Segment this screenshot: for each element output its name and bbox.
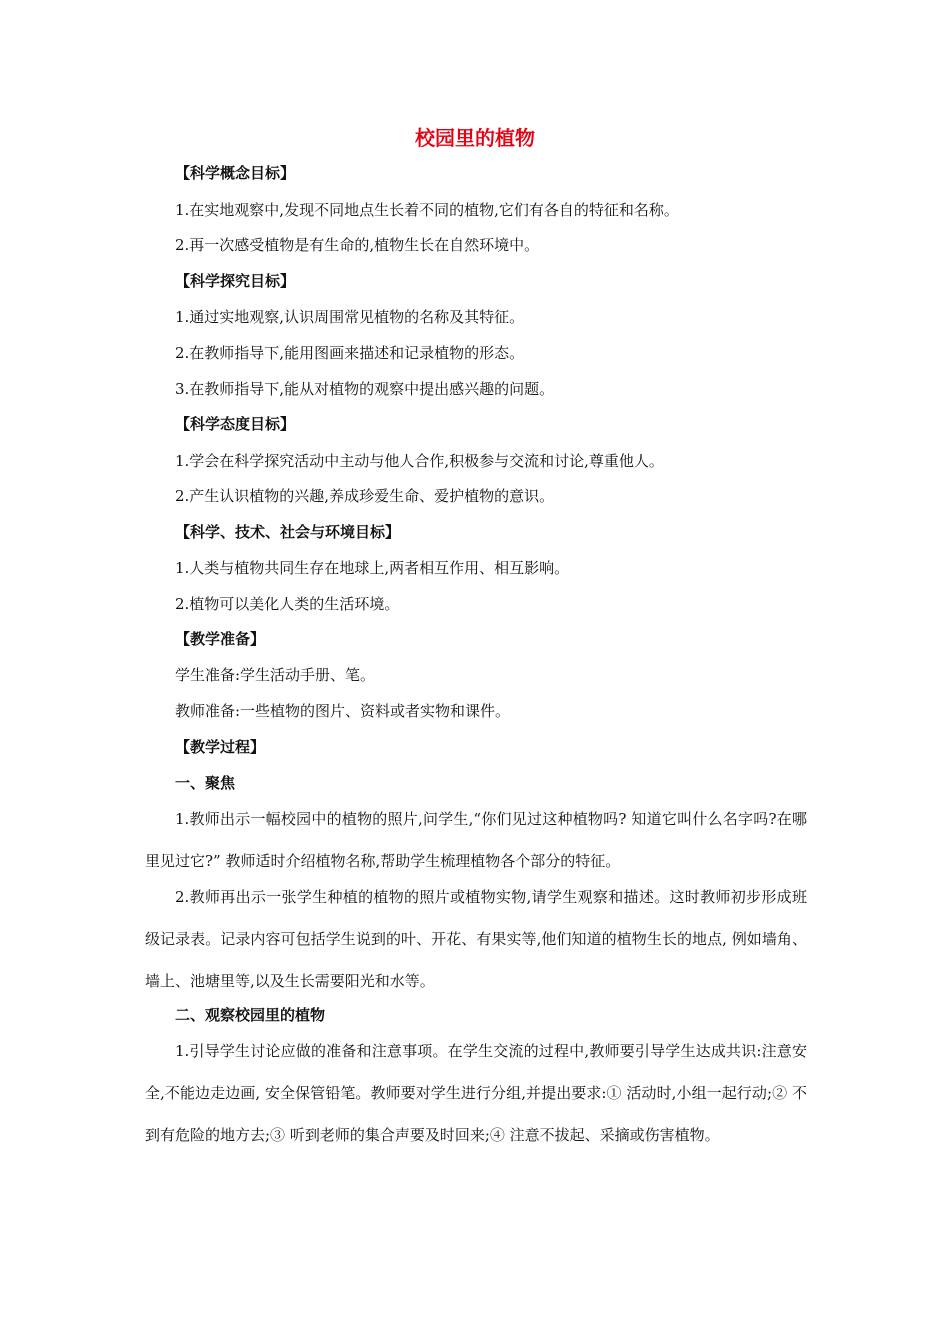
attitude-goal-item: 2.产生认识植物的兴趣,养成珍爱生命、爱护植物的意识。 xyxy=(175,487,555,505)
process-heading: 【教学过程】 xyxy=(175,738,266,756)
focus-subheading: 一、聚焦 xyxy=(175,774,236,792)
stse-goals-heading: 【科学、技术、社会与环境目标】 xyxy=(175,523,401,541)
concept-goal-item: 1.在实地观察中,发现不同地点生长着不同的植物,它们有各自的特征和名称。 xyxy=(175,201,679,219)
inquiry-goals-heading: 【科学探究目标】 xyxy=(175,272,296,290)
inquiry-goal-item: 3.在教师指导下,能从对植物的观察中提出感兴趣的问题。 xyxy=(175,380,555,398)
inquiry-goal-item: 2.在教师指导下,能用图画来描述和记录植物的形态。 xyxy=(175,344,525,362)
student-preparation: 学生准备:学生活动手册、笔。 xyxy=(175,666,376,684)
concept-goals-heading: 【科学概念目标】 xyxy=(175,164,296,182)
teacher-preparation: 教师准备:一些植物的图片、资料或者实物和课件。 xyxy=(175,702,511,720)
focus-paragraph-2: 2.教师再出示一张学生种植的植物的照片或植物实物,请学生观察和描述。这时教师初步形成班级记录表。记录内容可包括学生说到的叶、开花、有果实等,他们知道的植物生长的地点, 例如墙角、墙上、池塘里等,以及生长需要阳光和水等。 xyxy=(145,888,807,990)
stse-goal-item: 1.人类与植物共同生存在地球上,两者相互作用、相互影响。 xyxy=(175,559,570,577)
attitude-goals-heading: 【科学态度目标】 xyxy=(175,415,296,433)
preparation-heading: 【教学准备】 xyxy=(175,630,266,648)
concept-goal-item: 2.再一次感受植物是有生命的,植物生长在自然环境中。 xyxy=(175,236,540,254)
stse-goal-item: 2.植物可以美化人类的生活环境。 xyxy=(175,595,400,613)
observe-subheading: 二、观察校园里的植物 xyxy=(175,1006,326,1024)
observe-paragraph-1: 1.引导学生讨论应做的准备和注意事项。在学生交流的过程中,教师要引导学生达成共识:注意安全,不能边走边画, 安全保管铅笔。教师要对学生进行分组,并提出要求:① 活动时,小组一起行动;② 不到有危险的地方去;③ 听到老师的集合声要及时回来;④ 注意不拔起、采摘或伤害植物。 xyxy=(145,1042,807,1144)
attitude-goal-item: 1.学会在科学探究活动中主动与他人合作,积极参与交流和讨论,尊重他人。 xyxy=(175,452,664,470)
focus-paragraph-1: 1.教师出示一幅校园中的植物的照片,问学生,“你们见过这种植物吗? 知道它叫什么名字吗?在哪里见过它?” 教师适时介绍植物名称,帮助学生梳理植物各个部分的特征。 xyxy=(145,810,807,870)
document-title: 校园里的植物 xyxy=(415,126,535,150)
inquiry-goal-item: 1.通过实地观察,认识周围常见植物的名称及其特征。 xyxy=(175,308,525,326)
